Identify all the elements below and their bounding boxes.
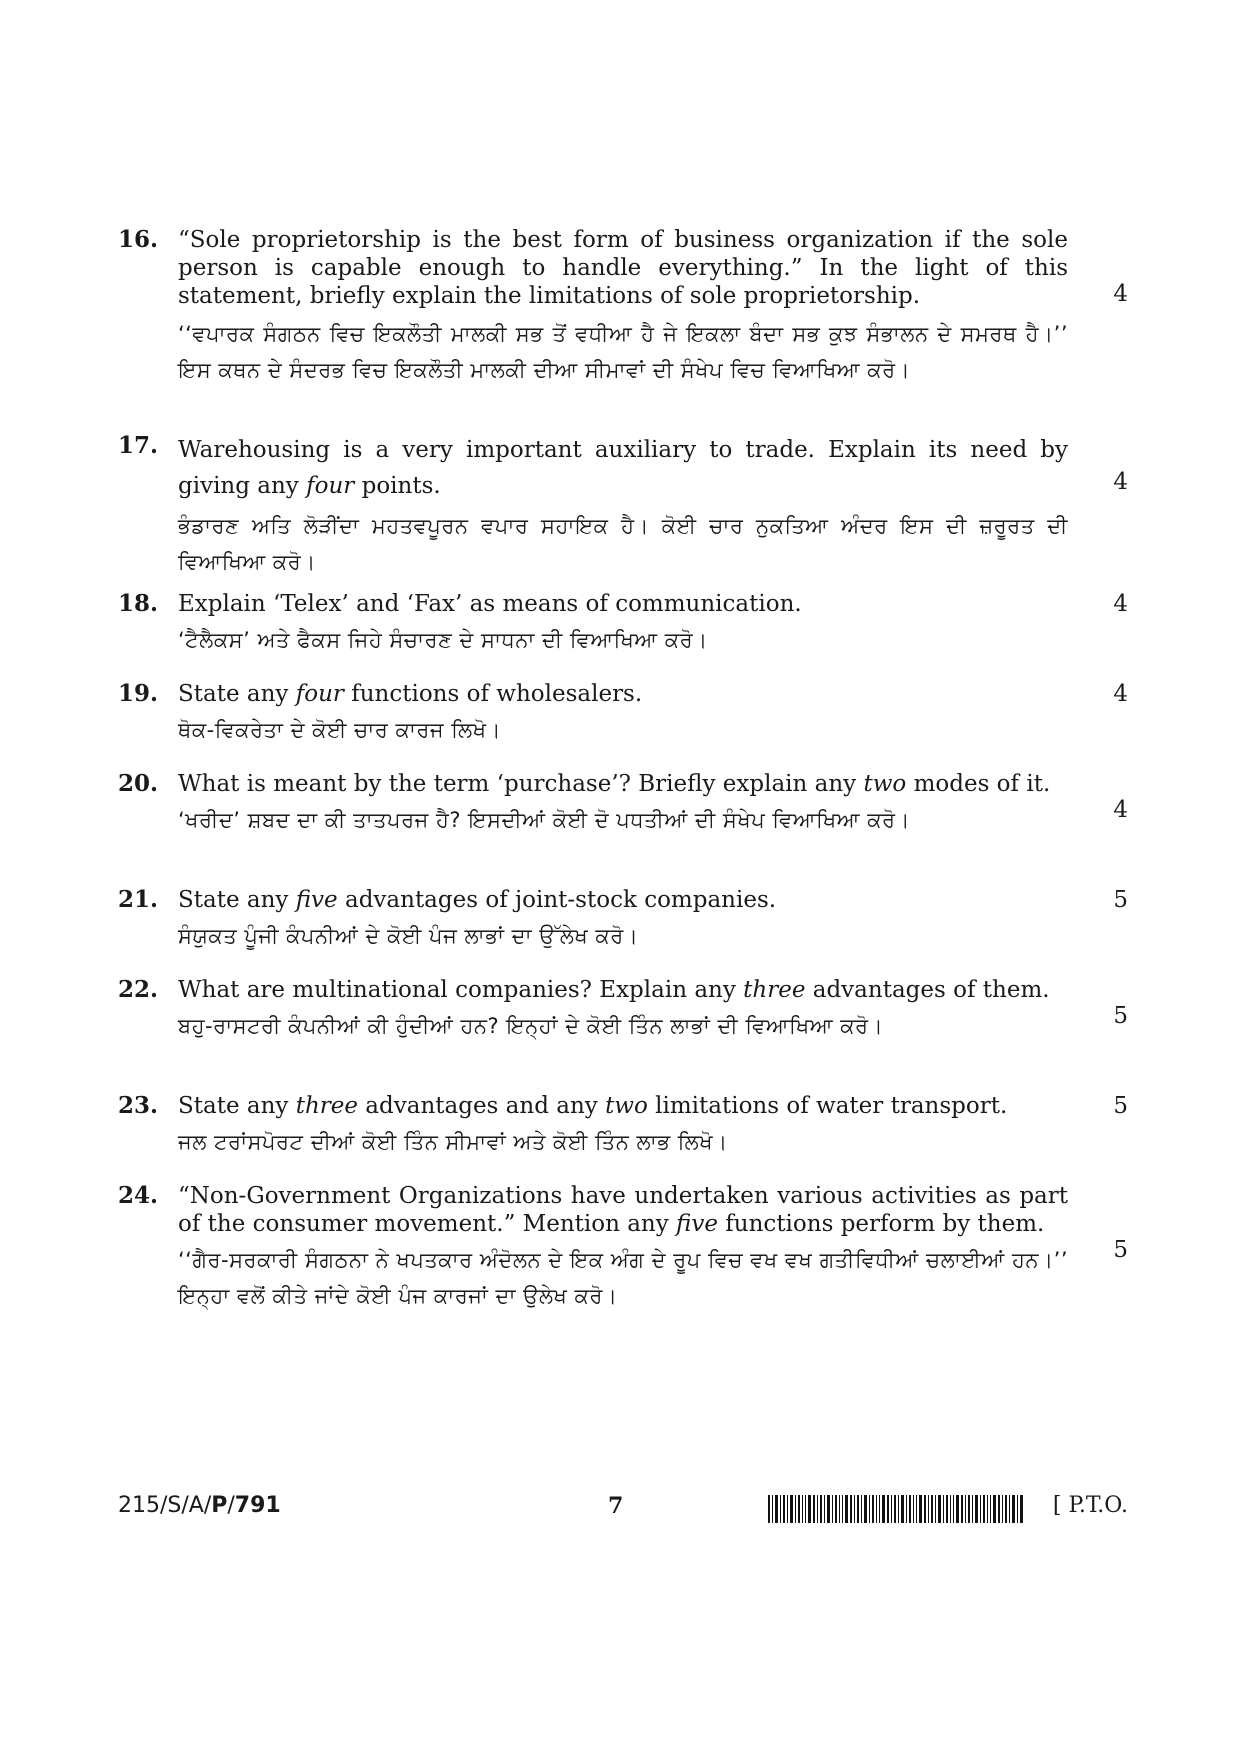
barcode-icon (768, 1495, 1023, 1523)
marks: 5 (1113, 1093, 1128, 1119)
emphasis: four (306, 473, 355, 499)
question-number: 21. (118, 886, 159, 913)
question-text-english: What are multinational companies? Explain any three advantages of them. (178, 977, 1050, 1003)
question-text-english: State any four functions of wholesalers. (178, 681, 643, 707)
question-text-punjabi: ਭੰਡਾਰਣ ਅਤਿ ਲੋੜੀਂਦਾ ਮਹਤਵਪੂਰਨ ਵਪਾਰ ਸਹਾਇਕ ਹੈ। ਕੋਈ ਚਾਰ ਨੁਕਤਿਆ ਅੰਦਰ ਇਸ ਦੀ ਜ਼ਰੂਰਤ ਦੀ ਵਿਆਖਿਆ ਕਰੋ। (178, 514, 1068, 574)
emphasis: four (295, 681, 344, 707)
question-number: 24. (118, 1182, 159, 1209)
marks: 4 (1113, 681, 1128, 707)
question-text-english: “Sole proprietorship is the best form of business organization if the sole person is capable enough to handle everything.” In the light of this statement, briefly explain the limitations of sole proprietorship. (178, 227, 1068, 309)
paper-code: 215/S/A/P/791 (118, 1493, 281, 1518)
question-number: 18. (118, 590, 159, 617)
question-text-english: “Non-Government Organizations have undertaken various activities as part of the consumer movement.” Mention any five functions perform by them. (178, 1183, 1068, 1237)
question-text-punjabi: ਜਲ ਟਰਾਂਸਪੋਰਟ ਦੀਆਂ ਕੋਈ ਤਿੰਨ ਸੀਮਾਵਾਂ ਅਤੇ ਕੋਈ ਤਿੰਨ ਲਾਭ ਲਿਖੋ। (178, 1130, 728, 1154)
question-text-punjabi: ਸੰਯੁਕਤ ਪੂੰਜੀ ਕੰਪਨੀਆਂ ਦੇ ਕੋਈ ਪੰਜ ਲਾਭਾਂ ਦਾ ਉੱਲੇਖ ਕਰੋ। (178, 924, 639, 948)
please-turn-over: [ P.T.O. (1052, 1493, 1128, 1518)
marks: 5 (1113, 1003, 1128, 1029)
emphasis: five (295, 887, 338, 913)
page-number: 7 (608, 1493, 624, 1519)
question-text-english: What is meant by the term ‘purchase’? Briefly explain any two modes of it. (178, 771, 1051, 797)
question-text-punjabi: ਬਹੁ-ਰਾਸਟਰੀ ਕੰਪਨੀਆਂ ਕੀ ਹੁੰਦੀਆਂ ਹਨ? ਇਨ੍ਹਾਂ ਦੇ ਕੋਈ ਤਿੰਨ ਲਾਭਾਂ ਦੀ ਵਿਆਖਿਆ ਕਰੋ। (178, 1014, 884, 1038)
marks: 4 (1113, 281, 1128, 307)
emphasis: two (863, 771, 907, 797)
question-text-english: Explain ‘Telex’ and ‘Fax’ as means of communication. (178, 591, 802, 617)
question-text-punjabi: ‘‘ਵਪਾਰਕ ਸੰਗਠਨ ਵਿਚ ਇਕਲੌਤੀ ਮਾਲਕੀ ਸਭ ਤੋਂ ਵਧੀਆ ਹੈ ਜੇ ਇਕਲਾ ਬੰਦਾ ਸਭ ਕੁਝ ਸੰਭਾਲਨ ਦੇ ਸਮਰਥ ਹੈ।’’ ਇਸ ਕਥਨ ਦੇ ਸੰਦਰਭ ਵਿਚ ਇਕਲੌਤੀ ਮਾਲਕੀ ਦੀਆ ਸੀਮਾਵਾਂ ਦੀ ਸੰਖੇਪ ਵਿਚ ਵਿਆਖਿਆ ਕਰੋ। (178, 322, 1068, 382)
question-text-punjabi: ‘‘ਗੈਰ-ਸਰਕਾਰੀ ਸੰਗਠਨਾ ਨੇ ਖਪਤਕਾਰ ਅੰਦੋਲਨ ਦੇ ਇਕ ਅੰਗ ਦੇ ਰੂਪ ਵਿਚ ਵਖ ਵਖ ਗਤੀਵਿਧੀਆਂ ਚਲਾਈਆਂ ਹਨ।’’ ਇਨ੍ਹਾ ਵਲੋਂ ਕੀਤੇ ਜਾਂਦੇ ਕੋਈ ਪੰਜ ਕਾਰਜਾਂ ਦਾ ਉਲੇਖ ਕਰੋ। (178, 1248, 1068, 1308)
question-number: 23. (118, 1092, 159, 1119)
question-number: 22. (118, 976, 159, 1003)
question-number: 19. (118, 680, 159, 707)
question-text-punjabi: ‘ਟੈਲੈਕਸ’ ਅਤੇ ਫੈਕਸ ਜਿਹੇ ਸੰਚਾਰਣ ਦੇ ਸਾਧਨਾ ਦੀ ਵਿਆਖਿਆ ਕਰੋ। (178, 628, 708, 652)
emphasis: two (605, 1093, 648, 1119)
question-text-english: Warehousing is a very important auxiliary to trade. Explain its need by giving any four points. (178, 437, 1068, 499)
marks: 4 (1113, 797, 1128, 823)
question-number: 20. (118, 770, 159, 797)
emphasis: three (743, 977, 806, 1003)
marks: 4 (1113, 591, 1128, 617)
emphasis: five (676, 1211, 718, 1237)
marks: 5 (1113, 887, 1128, 913)
page-footer (118, 1493, 1128, 1533)
marks: 4 (1113, 469, 1128, 495)
emphasis: three (295, 1093, 358, 1119)
question-text-english: State any five advantages of joint-stock companies. (178, 887, 777, 913)
marks: 5 (1113, 1237, 1128, 1263)
question-text-punjabi: ‘ਖਰੀਦ’ ਸ਼ਬਦ ਦਾ ਕੀ ਤਾਤਪਰਜ ਹੈ? ਇਸਦੀਆਂ ਕੋਈ ਦੋ ਪਧਤੀਆਂ ਦੀ ਸੰਖੇਪ ਵਿਆਖਿਆ ਕਰੋ। (178, 808, 911, 832)
question-text-english: State any three advantages and any two limitations of water transport. (178, 1093, 1008, 1119)
question-number: 17. (118, 432, 159, 459)
question-text-punjabi: ਥੋਕ-ਵਿਕਰੇਤਾ ਦੇ ਕੋਈ ਚਾਰ ਕਾਰਜ ਲਿਖੋ। (178, 718, 502, 742)
question-number: 16. (118, 226, 159, 253)
